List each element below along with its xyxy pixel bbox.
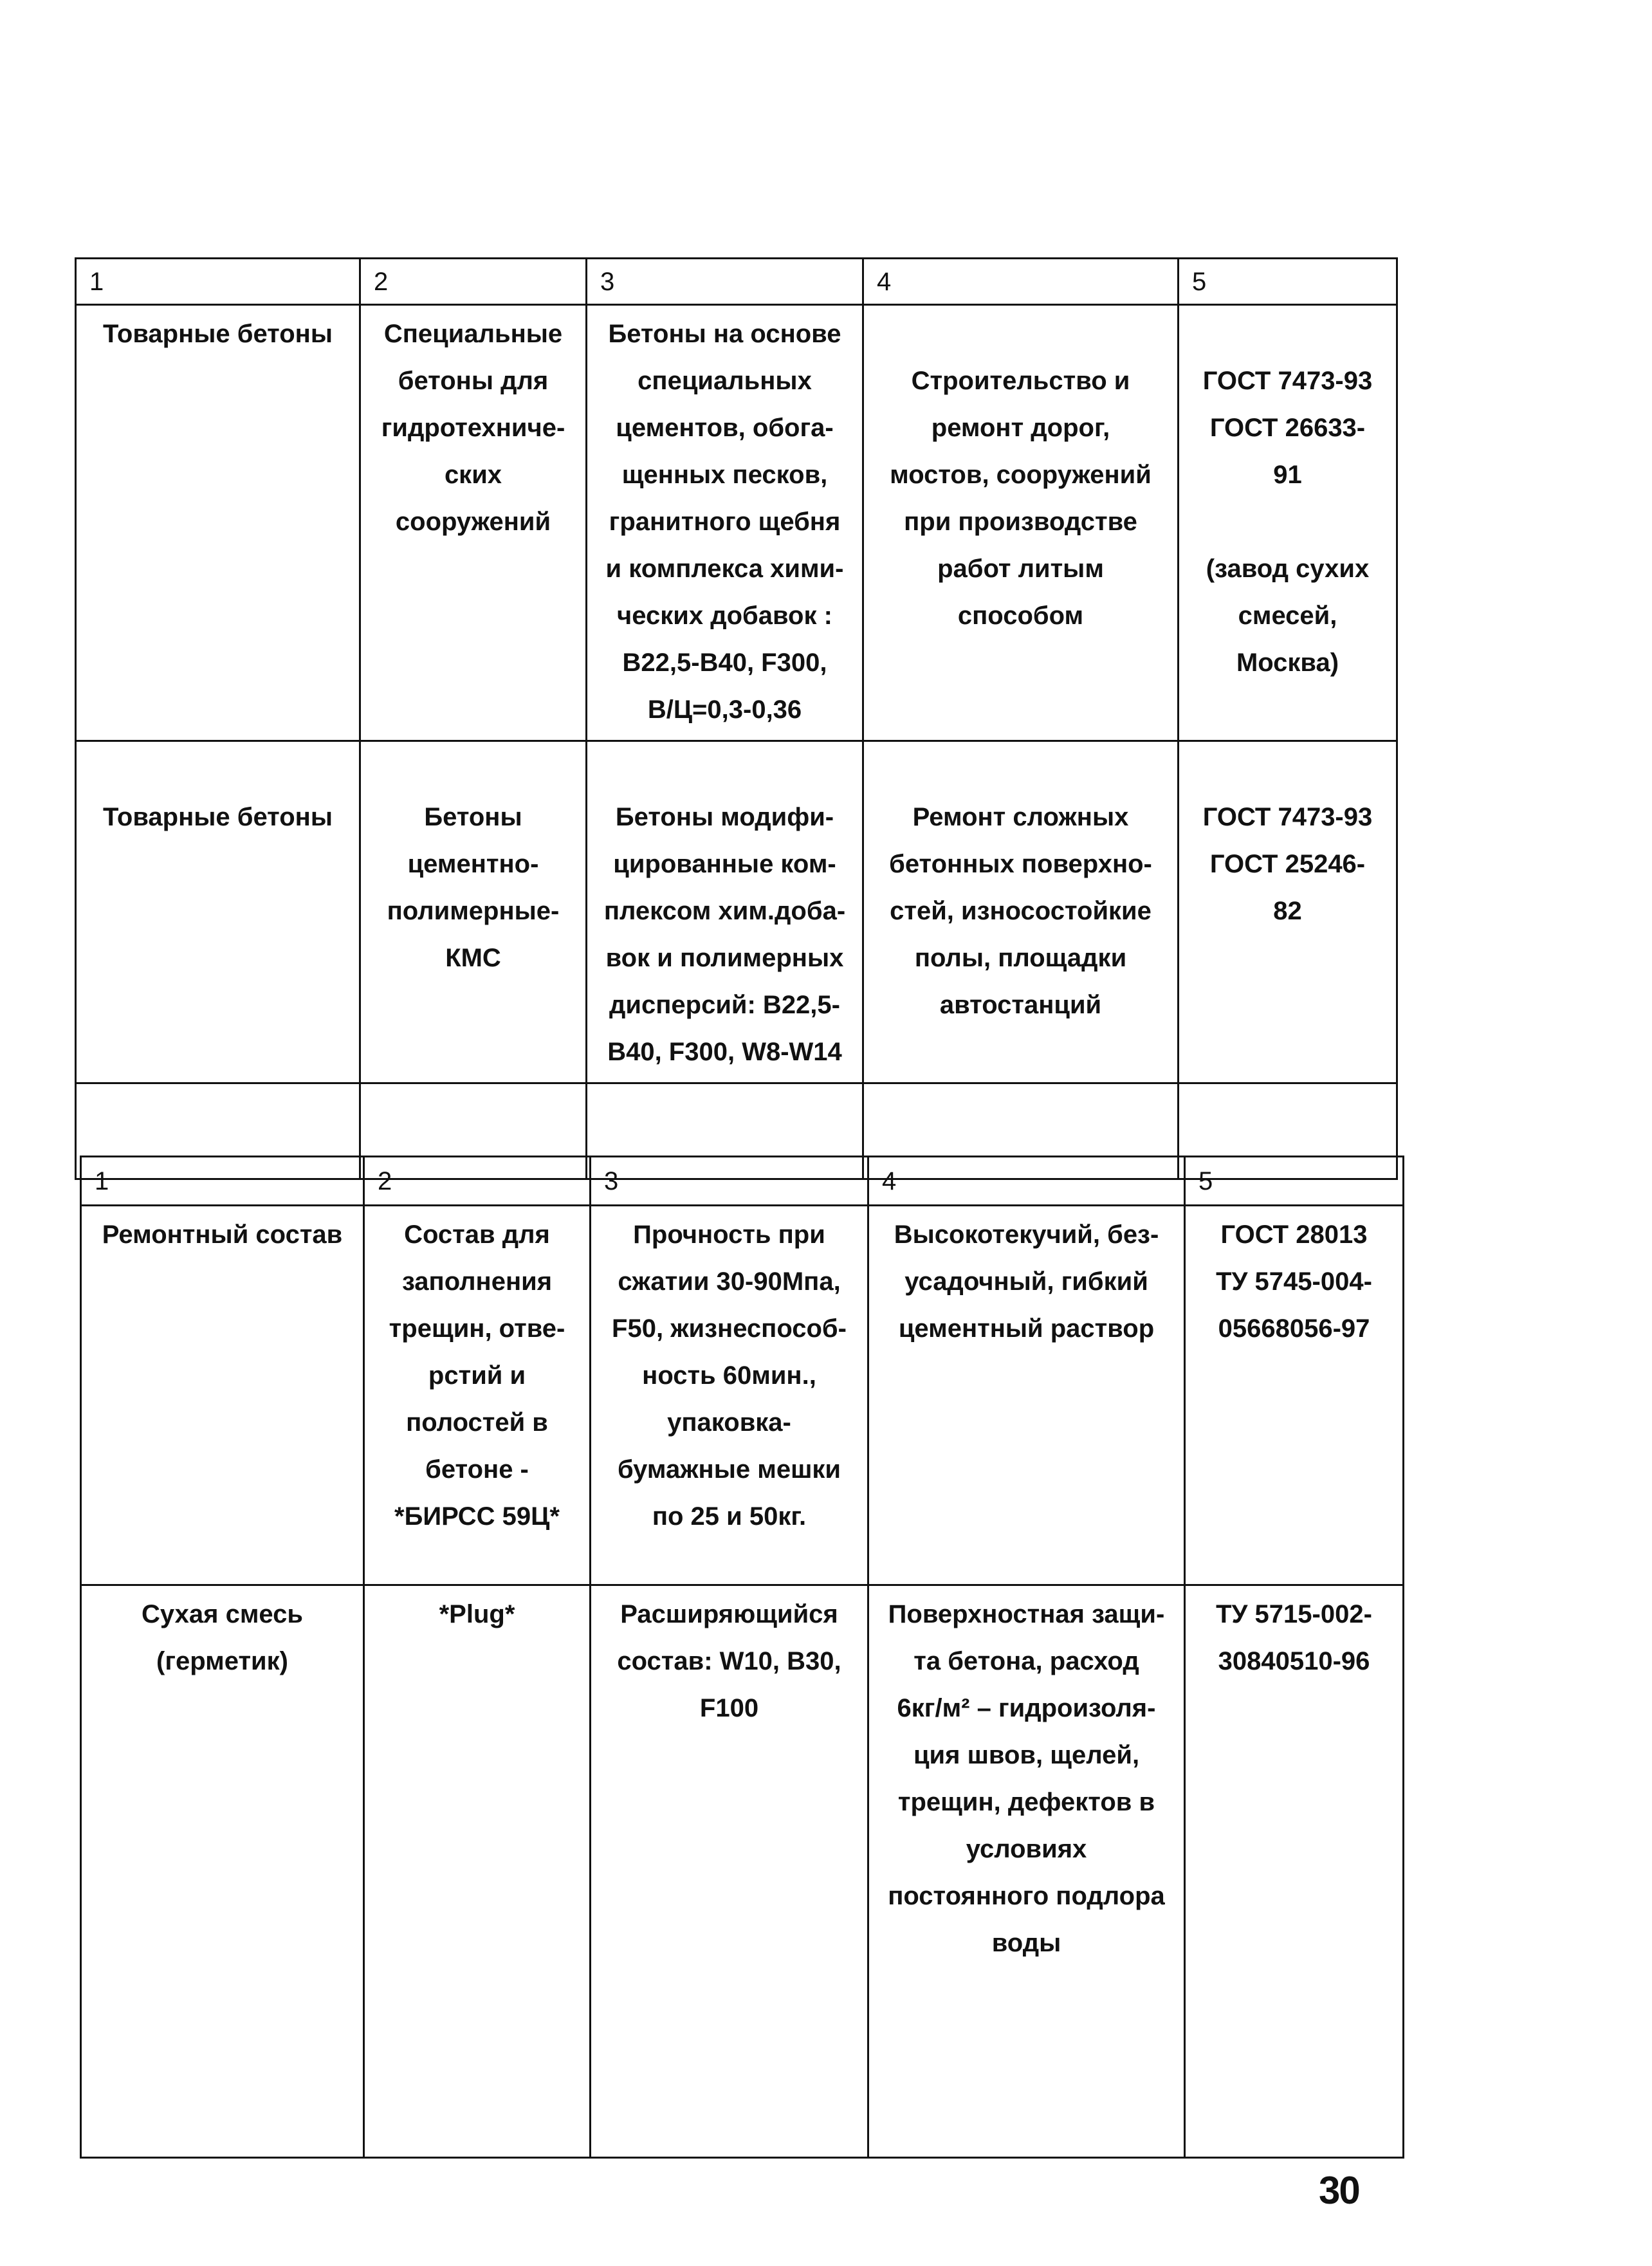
cell-standard	[1179, 305, 1397, 741]
text-line: гидротехниче-	[381, 414, 565, 442]
text-line: F50, жизнеспособ-	[612, 1314, 847, 1343]
text-line: полы, площадки	[914, 944, 1127, 972]
cell-text	[1186, 1206, 1402, 1359]
column-number-5: 5	[1185, 1157, 1404, 1206]
table-row	[76, 741, 1397, 1083]
text-line: ТУ 5745-004-	[1216, 1267, 1372, 1296]
text-line: полимерные-	[387, 897, 560, 925]
table-row	[76, 305, 1397, 741]
text-line: полостей в	[406, 1408, 548, 1437]
page-number: 30	[1319, 2169, 1359, 2212]
cell-text	[77, 742, 359, 847]
text-line: смесей,	[1238, 602, 1337, 630]
cell-object	[81, 1585, 364, 2158]
text-line: и комплекса хими-	[605, 555, 844, 583]
text-line: бетонных поверхно-	[889, 850, 1152, 878]
cell-text	[365, 1206, 589, 1547]
text-line: Специальные	[383, 320, 563, 348]
text-line: В/Ц=0,3-0,36	[647, 695, 802, 724]
header-row	[81, 1157, 1404, 1206]
text-line: Строительство и	[911, 367, 1130, 395]
text-line: при производстве	[904, 508, 1137, 536]
text-line: усадочный, гибкий	[904, 1267, 1148, 1296]
text-line: трещин, отве-	[389, 1314, 565, 1343]
text-line: ГОСТ 26633-	[1209, 414, 1366, 442]
cell-text	[1179, 742, 1396, 941]
text-line: ГОСТ 7473-93	[1202, 803, 1373, 831]
cell-text	[869, 1586, 1184, 1973]
cell-text	[864, 306, 1177, 646]
cell-application	[868, 1585, 1185, 2158]
text-line: заполнения	[401, 1267, 553, 1296]
text-line: ГОСТ 28013	[1220, 1221, 1368, 1249]
blank-line	[1186, 499, 1390, 546]
text-line: 6кг/м² – гидроизоля-	[897, 1694, 1156, 1722]
cell-text	[361, 742, 585, 988]
text-line: Прочность при	[633, 1221, 825, 1249]
text-line: стей, износостойкие	[890, 897, 1152, 925]
text-line: ческих добавок :	[617, 602, 832, 630]
text-line: 30840510-96	[1218, 1647, 1370, 1675]
cell-name	[364, 1206, 591, 1585]
column-number-1: 1	[81, 1157, 364, 1206]
text-line: цементный раствор	[898, 1314, 1155, 1343]
text-line: специальных	[638, 367, 812, 395]
text-line: работ литым	[937, 555, 1104, 583]
column-number-5: 5	[1179, 259, 1397, 305]
text-line: Сухая смесь	[142, 1600, 303, 1628]
cell-text	[82, 1206, 363, 1265]
table-row	[81, 1206, 1404, 1585]
text-line: В40, F300, W8-W14	[607, 1038, 842, 1066]
cell-text	[361, 306, 585, 552]
text-line: КМС	[445, 944, 501, 972]
cell-characteristics	[587, 741, 863, 1083]
column-number-4: 4	[863, 259, 1179, 305]
text-line: упаковка-	[667, 1408, 791, 1437]
text-line: (завод сухих	[1206, 555, 1370, 583]
cell-name	[360, 741, 587, 1083]
text-line: способом	[957, 602, 1084, 630]
text-line: Товарные бетоны	[102, 320, 333, 348]
text-line: ских	[444, 461, 502, 489]
text-line: сооружений	[395, 508, 551, 536]
column-number-4: 4	[868, 1157, 1185, 1206]
text-line: Высокотекучий, без-	[894, 1221, 1159, 1249]
cell-text	[82, 1586, 363, 1691]
text-line: ГОСТ 25246-	[1209, 850, 1366, 878]
text-line: 82	[1273, 897, 1302, 925]
blank-line	[870, 747, 1171, 794]
text-line: Товарные бетоны	[102, 803, 333, 831]
cell-text	[591, 1206, 867, 1547]
text-line: по 25 и 50кг.	[652, 1502, 807, 1531]
text-line: автостанций	[939, 991, 1102, 1019]
column-number-2: 2	[360, 259, 587, 305]
text-line: цементов, обога-	[616, 414, 834, 442]
text-line: условиях	[966, 1835, 1087, 1863]
cell-application	[863, 305, 1179, 741]
text-line: *Plug*	[439, 1600, 515, 1628]
text-line: Поверхностная защи-	[888, 1600, 1165, 1628]
cell-object	[76, 741, 360, 1083]
cell-text	[869, 1206, 1184, 1359]
blank-line	[1186, 311, 1390, 358]
text-line: плексом хим.доба-	[603, 897, 846, 925]
cell-application	[863, 741, 1179, 1083]
text-line: сжатии 30-90Мпа,	[618, 1267, 841, 1296]
text-line: ность 60мин.,	[642, 1361, 816, 1390]
text-line: ция швов, щелей,	[913, 1741, 1140, 1769]
text-line: *БИРСС 59Ц*	[394, 1502, 560, 1531]
text-line: Состав для	[404, 1221, 550, 1249]
column-number-1: 1	[76, 259, 360, 305]
text-line: ТУ 5715-002-	[1216, 1600, 1372, 1628]
cell-text	[587, 306, 862, 740]
cell-application	[868, 1206, 1185, 1585]
text-line: В22,5-В40, F300,	[622, 649, 827, 677]
text-line: бумажные мешки	[617, 1455, 841, 1484]
text-line: Ремонтный состав	[102, 1221, 343, 1249]
text-line: мостов, сооружений	[890, 461, 1152, 489]
table-lower	[80, 1156, 1404, 2159]
text-line: цементно-	[407, 850, 539, 878]
text-line: вок и полимерных	[605, 944, 844, 972]
column-number-3: 3	[591, 1157, 868, 1206]
text-line: та бетона, расход	[913, 1647, 1139, 1675]
text-line: 91	[1273, 461, 1302, 489]
text-line: Расширяющийся	[620, 1600, 838, 1628]
text-line: Москва)	[1236, 649, 1339, 677]
text-line: ремонт дорог,	[931, 414, 1110, 442]
text-line: ГОСТ 7473-93	[1202, 367, 1373, 395]
cell-text	[77, 306, 359, 364]
text-line: бетоне -	[425, 1455, 529, 1484]
text-line: гранитного щебня	[609, 508, 841, 536]
text-line: Бетоны модифи-	[615, 803, 834, 831]
text-line: воды	[991, 1929, 1061, 1957]
text-line: дисперсий: В22,5-	[609, 991, 840, 1019]
cell-characteristics	[587, 305, 863, 741]
cell-text	[587, 742, 862, 1082]
text-line: Бетоны на основе	[608, 320, 841, 348]
text-line: бетоны для	[398, 367, 549, 395]
cell-text	[1179, 306, 1396, 693]
blank-line	[594, 747, 856, 794]
text-line: 05668056-97	[1218, 1314, 1370, 1343]
blank-line	[1186, 747, 1390, 794]
table-upper	[75, 257, 1398, 1180]
text-line: цированные ком-	[613, 850, 836, 878]
cell-text	[1186, 1586, 1402, 1691]
blank-line	[367, 747, 579, 794]
text-line: трещин, дефектов в	[897, 1788, 1155, 1816]
cell-name	[360, 305, 587, 741]
text-line: Бетоны	[424, 803, 522, 831]
text-line: постоянного подлора	[888, 1882, 1165, 1910]
text-line: F100	[699, 1694, 759, 1722]
table-row	[81, 1585, 1404, 2158]
text-line: щенных песков,	[621, 461, 828, 489]
column-number-3: 3	[587, 259, 863, 305]
cell-standard	[1179, 741, 1397, 1083]
column-number-2: 2	[364, 1157, 591, 1206]
cell-object	[76, 305, 360, 741]
cell-object	[81, 1206, 364, 1585]
cell-text	[591, 1586, 867, 1738]
text-line: (герметик)	[156, 1647, 288, 1675]
blank-line	[83, 747, 353, 794]
cell-text	[864, 742, 1177, 1035]
cell-characteristics	[591, 1206, 868, 1585]
cell-name	[364, 1585, 591, 2158]
text-line: рстий и	[428, 1361, 526, 1390]
cell-standard	[1185, 1206, 1404, 1585]
text-line: состав: W10, В30,	[617, 1647, 841, 1675]
cell-characteristics	[591, 1585, 868, 2158]
blank-line	[870, 311, 1171, 358]
header-row	[76, 259, 1397, 305]
text-line: Ремонт сложных	[912, 803, 1129, 831]
cell-standard	[1185, 1585, 1404, 2158]
cell-text	[365, 1586, 589, 1644]
